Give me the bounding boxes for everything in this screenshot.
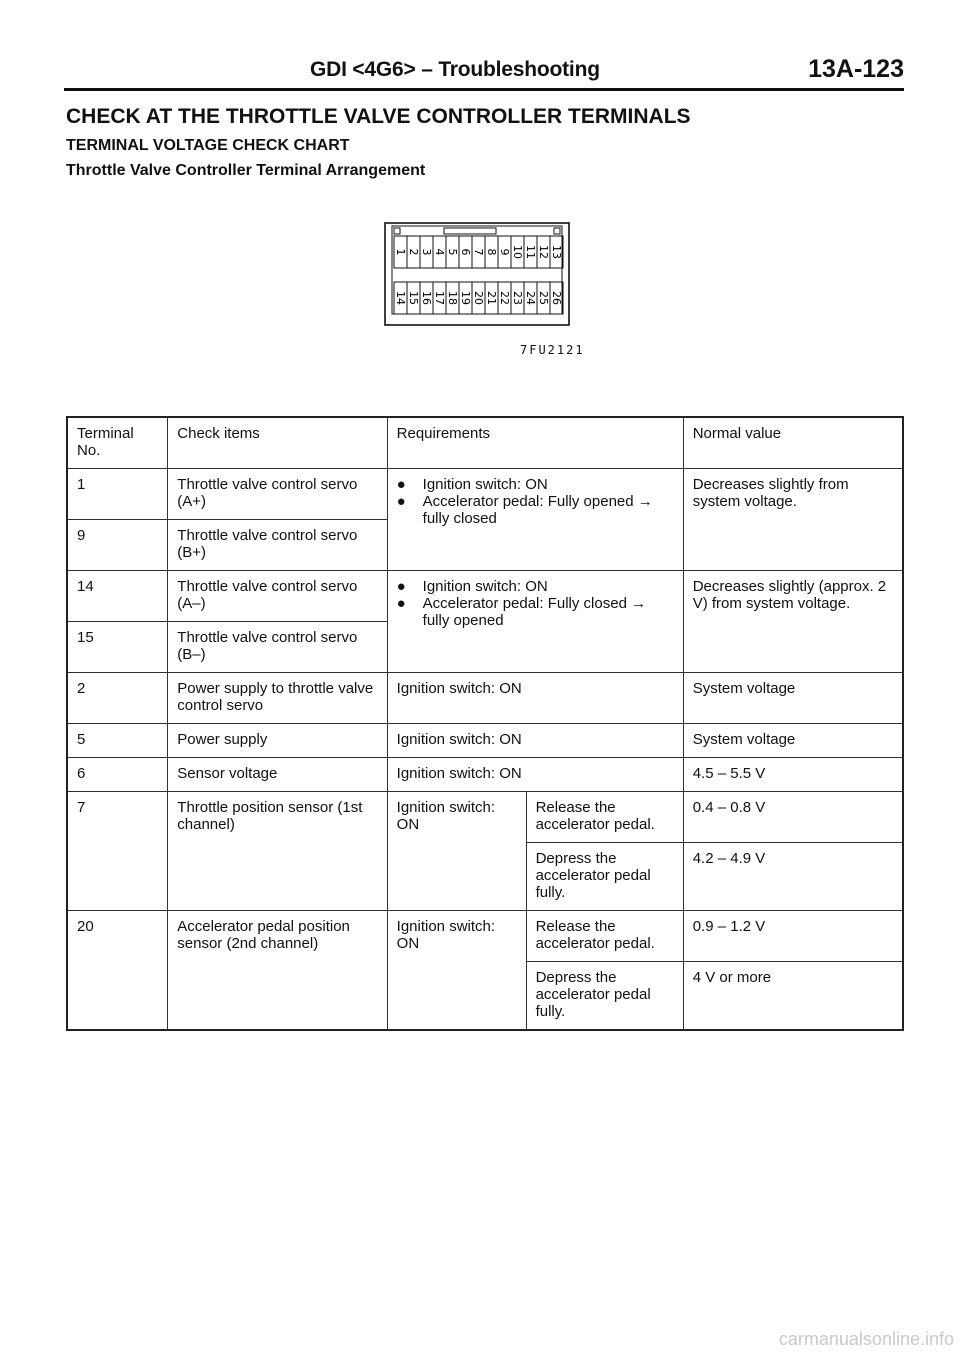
- pin-number: 19: [459, 291, 472, 305]
- normal-value-cell: 4 V or more: [683, 962, 903, 1031]
- section-heading: CHECK AT THE THROTTLE VALVE CONTROLLER TERMINALS: [66, 105, 691, 128]
- requirements-cell: Ignition switch: ON: [387, 758, 683, 792]
- connector-diagram: [384, 222, 570, 326]
- normal-value-cell: System voltage: [683, 724, 903, 758]
- requirement-text: Accelerator pedal: Fully closed → fully opened: [422, 595, 647, 629]
- requirements-cell: ● Ignition switch: ON ● Accelerator pedal: Fully opened → fully closed: [387, 469, 683, 571]
- col-header-terminal: Terminal No.: [67, 417, 168, 469]
- pin-number: 12: [537, 245, 550, 259]
- col-header-normal-value: Normal value: [683, 417, 903, 469]
- condition-cell: Release the accelerator pedal.: [526, 792, 683, 843]
- pin-number: 7: [472, 248, 485, 256]
- table-row: [67, 724, 903, 758]
- check-item-cell: Power supply to throttle valve control servo: [168, 673, 387, 724]
- watermark: carmanualsonline.info: [778, 1329, 954, 1349]
- terminal-cell: 15: [67, 622, 168, 673]
- check-item-cell: Throttle valve control servo (A–): [168, 571, 387, 622]
- pin-number: 16: [420, 291, 433, 305]
- connector-top-row: [394, 236, 563, 268]
- check-item-cell: Accelerator pedal position sensor (2nd channel): [168, 911, 387, 1031]
- normal-value-cell: Decreases slightly (approx. 2 V) from system voltage.: [683, 571, 903, 673]
- table-row: [67, 571, 903, 622]
- check-item-cell: Power supply: [168, 724, 387, 758]
- table-row: [67, 673, 903, 724]
- pin-number: 4: [433, 248, 446, 256]
- pin-number: 14: [394, 291, 407, 305]
- pin-number: 6: [459, 248, 472, 256]
- normal-value-cell: System voltage: [683, 673, 903, 724]
- requirement-text: Accelerator pedal: Fully opened → fully closed: [422, 493, 653, 527]
- pin-number: 2: [407, 248, 420, 256]
- requirements-cell: Ignition switch: ON: [387, 673, 683, 724]
- table-header-row: [67, 417, 903, 469]
- terminal-cell: 14: [67, 571, 168, 622]
- table-row: [67, 758, 903, 792]
- normal-value-cell: Decreases slightly from system voltage.: [683, 469, 903, 571]
- pin-number: 22: [498, 291, 511, 305]
- condition-cell: Release the accelerator pedal.: [526, 911, 683, 962]
- pin-number: 5: [446, 248, 459, 256]
- requirements-cell: Ignition switch: ON: [387, 724, 683, 758]
- pin-number: 10: [511, 245, 524, 259]
- requirements-cell: Ignition switch: ON: [387, 792, 526, 911]
- normal-value-cell: 0.4 – 0.8 V: [683, 792, 903, 843]
- pin-number: 24: [524, 291, 537, 305]
- page-number: 13A-123: [808, 55, 904, 83]
- check-item-cell: Throttle position sensor (1st channel): [168, 792, 387, 911]
- pin-number: 23: [511, 291, 524, 305]
- terminal-cell: 7: [67, 792, 168, 911]
- figure-id: 7FU2121: [520, 343, 585, 357]
- pin-number: 11: [524, 245, 537, 259]
- section-subheading: TERMINAL VOLTAGE CHECK CHART: [66, 137, 350, 154]
- terminal-cell: 6: [67, 758, 168, 792]
- pin-number: 13: [550, 245, 563, 259]
- pin-number: 18: [446, 291, 459, 305]
- check-item-cell: Throttle valve control servo (B–): [168, 622, 387, 673]
- condition-cell: Depress the accelerator pedal fully.: [526, 962, 683, 1031]
- requirement-text: Ignition switch: ON: [422, 476, 548, 493]
- col-header-check-items: Check items: [168, 417, 387, 469]
- requirements-cell: Ignition switch: ON: [387, 911, 526, 1031]
- pin-number: 8: [485, 248, 498, 256]
- normal-value-cell: 0.9 – 1.2 V: [683, 911, 903, 962]
- terminal-cell: 20: [67, 911, 168, 1031]
- normal-value-cell: 4.5 – 5.5 V: [683, 758, 903, 792]
- condition-cell: Depress the accelerator pedal fully.: [526, 843, 683, 911]
- pin-number: 1: [394, 248, 407, 256]
- page-header-title: GDI <4G6> – Troubleshooting: [310, 58, 600, 81]
- table-row: [67, 469, 903, 520]
- col-header-requirements: Requirements: [387, 417, 683, 469]
- pin-number: 9: [498, 248, 511, 256]
- terminal-cell: 2: [67, 673, 168, 724]
- terminal-cell: 5: [67, 724, 168, 758]
- normal-value-cell: 4.2 – 4.9 V: [683, 843, 903, 911]
- table-row: [67, 911, 903, 962]
- header-rule: [64, 88, 904, 91]
- table-row: [67, 792, 903, 843]
- terminal-cell: 1: [67, 469, 168, 520]
- terminal-cell: 9: [67, 520, 168, 571]
- terminal-voltage-table: [66, 416, 904, 1031]
- arrangement-title: Throttle Valve Controller Terminal Arrangement: [66, 162, 426, 179]
- pin-number: 20: [472, 291, 485, 305]
- pin-number: 25: [537, 291, 550, 305]
- pin-number: 15: [407, 291, 420, 305]
- check-item-cell: Throttle valve control servo (B+): [168, 520, 387, 571]
- requirement-text: Ignition switch: ON: [422, 578, 548, 595]
- pin-number: 3: [420, 248, 433, 256]
- pin-number: 26: [550, 291, 563, 305]
- pin-number: 21: [485, 291, 498, 305]
- check-item-cell: Throttle valve control servo (A+): [168, 469, 387, 520]
- requirements-cell: ● Ignition switch: ON ● Accelerator pedal: Fully closed → fully opened: [387, 571, 683, 673]
- connector-bottom-row: [394, 282, 563, 314]
- pin-number: 17: [433, 291, 446, 305]
- check-item-cell: Sensor voltage: [168, 758, 387, 792]
